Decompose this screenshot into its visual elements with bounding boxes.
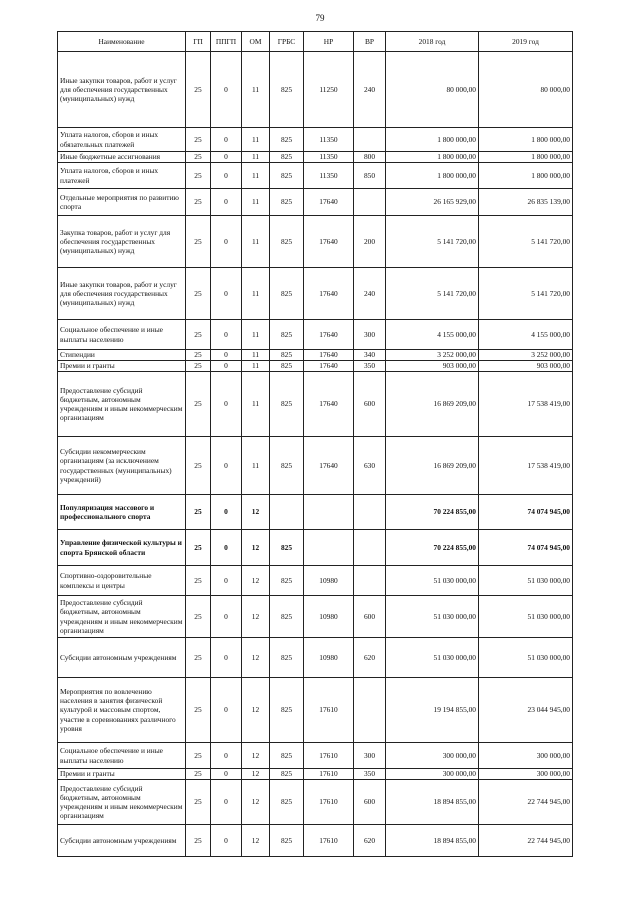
- cell-om: 11: [242, 152, 270, 163]
- cell-y2018: 18 894 855,00: [386, 780, 479, 825]
- cell-y2018: 300 000,00: [386, 743, 479, 769]
- cell-om: 12: [242, 596, 270, 638]
- cell-vr: 600: [354, 372, 386, 437]
- cell-np: 17610: [304, 769, 354, 780]
- cell-y2018: 1 800 000,00: [386, 128, 479, 152]
- cell-np: 11350: [304, 152, 354, 163]
- cell-pgp: 0: [211, 678, 242, 743]
- cell-vr: [354, 530, 386, 566]
- cell-y2019: 1 800 000,00: [479, 163, 573, 189]
- cell-name: Социальное обеспечение и иные выплаты населению: [58, 320, 186, 350]
- cell-y2019: 5 141 720,00: [479, 216, 573, 268]
- cell-np: 10980: [304, 596, 354, 638]
- cell-gp: 25: [186, 437, 211, 495]
- cell-y2018: 19 194 855,00: [386, 678, 479, 743]
- cell-om: 12: [242, 780, 270, 825]
- cell-gp: 25: [186, 638, 211, 678]
- table-row: [58, 152, 573, 163]
- table-row: [58, 268, 573, 320]
- cell-y2018: 70 224 855,00: [386, 495, 479, 530]
- cell-gp: 25: [186, 52, 211, 128]
- table-header-row: [58, 32, 573, 52]
- cell-om: 11: [242, 128, 270, 152]
- cell-name: Иные закупки товаров, работ и услуг для обеспечения государственных (муниципальных) нужд: [58, 52, 186, 128]
- cell-vr: 800: [354, 152, 386, 163]
- cell-y2018: 16 869 209,00: [386, 372, 479, 437]
- cell-gp: 25: [186, 780, 211, 825]
- cell-gp: 25: [186, 152, 211, 163]
- cell-gp: 25: [186, 596, 211, 638]
- budget-table: [57, 31, 573, 857]
- table-row: [58, 350, 573, 361]
- cell-y2019: 51 030 000,00: [479, 596, 573, 638]
- table-row: [58, 825, 573, 857]
- cell-y2019: 300 000,00: [479, 743, 573, 769]
- cell-name: Иные закупки товаров, работ и услуг для обеспечения государственных (муниципальных) нужд: [58, 268, 186, 320]
- cell-vr: [354, 678, 386, 743]
- cell-np: 17640: [304, 372, 354, 437]
- table-row: [58, 128, 573, 152]
- cell-y2018: 80 000,00: [386, 52, 479, 128]
- cell-y2018: 51 030 000,00: [386, 638, 479, 678]
- cell-grbs: 825: [270, 163, 304, 189]
- cell-np: 17610: [304, 743, 354, 769]
- cell-name: Мероприятия по вовлечению населения в занятия физической культурой и массовым спортом, участие в соревнованиях различного уровня: [58, 678, 186, 743]
- cell-gp: 25: [186, 769, 211, 780]
- cell-grbs: 825: [270, 566, 304, 596]
- table-row: [58, 596, 573, 638]
- table-row: [58, 769, 573, 780]
- cell-vr: 300: [354, 320, 386, 350]
- cell-name: Уплата налогов, сборов и иных обязательных платежей: [58, 128, 186, 152]
- cell-om: 12: [242, 743, 270, 769]
- header-name: Наименование: [58, 32, 186, 52]
- cell-np: 10980: [304, 566, 354, 596]
- cell-name: Отдельные мероприятия по развитию спорта: [58, 189, 186, 216]
- cell-om: 11: [242, 350, 270, 361]
- table-row: [58, 320, 573, 350]
- cell-np: 17640: [304, 268, 354, 320]
- cell-vr: [354, 189, 386, 216]
- table-row: [58, 566, 573, 596]
- cell-om: 11: [242, 216, 270, 268]
- cell-grbs: 825: [270, 350, 304, 361]
- cell-y2019: 74 074 945,00: [479, 495, 573, 530]
- cell-grbs: 825: [270, 780, 304, 825]
- cell-gp: 25: [186, 361, 211, 372]
- cell-np: 17640: [304, 361, 354, 372]
- table-row: [58, 678, 573, 743]
- cell-grbs: 825: [270, 437, 304, 495]
- table-row: [58, 372, 573, 437]
- cell-name: Популяризация массового и профессионального спорта: [58, 495, 186, 530]
- cell-name: Предоставление субсидий бюджетным, автономным учреждениям и иным некоммерческим организациям: [58, 596, 186, 638]
- cell-gp: 25: [186, 566, 211, 596]
- cell-y2019: 5 141 720,00: [479, 268, 573, 320]
- cell-np: 10980: [304, 638, 354, 678]
- cell-grbs: 825: [270, 216, 304, 268]
- cell-y2019: 51 030 000,00: [479, 638, 573, 678]
- cell-y2018: 4 155 000,00: [386, 320, 479, 350]
- table-row: [58, 189, 573, 216]
- header-2018: 2018 год: [386, 32, 479, 52]
- table-row: [58, 495, 573, 530]
- cell-np: [304, 495, 354, 530]
- cell-name: Субсидии автономным учреждениям: [58, 638, 186, 678]
- cell-om: 12: [242, 769, 270, 780]
- cell-np: 17640: [304, 216, 354, 268]
- cell-np: 11250: [304, 52, 354, 128]
- cell-om: 11: [242, 372, 270, 437]
- cell-y2018: 51 030 000,00: [386, 566, 479, 596]
- cell-np: 17640: [304, 189, 354, 216]
- page-number: 79: [315, 13, 325, 23]
- cell-gp: 25: [186, 825, 211, 857]
- cell-om: 11: [242, 320, 270, 350]
- cell-name: Иные бюджетные ассигнования: [58, 152, 186, 163]
- cell-gp: 25: [186, 350, 211, 361]
- cell-name: Предоставление субсидий бюджетным, автономным учреждениям и иным некоммерческим организациям: [58, 780, 186, 825]
- cell-gp: 25: [186, 372, 211, 437]
- cell-pgp: 0: [211, 361, 242, 372]
- cell-y2018: 3 252 000,00: [386, 350, 479, 361]
- cell-vr: 620: [354, 638, 386, 678]
- cell-y2018: 51 030 000,00: [386, 596, 479, 638]
- cell-grbs: 825: [270, 530, 304, 566]
- table-row: [58, 361, 573, 372]
- cell-vr: 600: [354, 596, 386, 638]
- cell-pgp: 0: [211, 638, 242, 678]
- cell-pgp: 0: [211, 437, 242, 495]
- cell-y2018: 70 224 855,00: [386, 530, 479, 566]
- cell-vr: 850: [354, 163, 386, 189]
- cell-y2019: 22 744 945,00: [479, 825, 573, 857]
- cell-vr: [354, 566, 386, 596]
- cell-gp: 25: [186, 268, 211, 320]
- cell-name: Субсидии некоммерческим организациям (за исключением государственных (муниципальных) учреждений): [58, 437, 186, 495]
- cell-grbs: 825: [270, 769, 304, 780]
- cell-y2019: 4 155 000,00: [479, 320, 573, 350]
- cell-vr: 300: [354, 743, 386, 769]
- cell-y2018: 1 800 000,00: [386, 152, 479, 163]
- cell-vr: [354, 128, 386, 152]
- header-np: НР: [304, 32, 354, 52]
- cell-name: Предоставление субсидий бюджетным, автономным учреждениям и иным некоммерческим организациям: [58, 372, 186, 437]
- cell-y2019: 51 030 000,00: [479, 566, 573, 596]
- cell-om: 12: [242, 530, 270, 566]
- cell-pgp: 0: [211, 769, 242, 780]
- cell-om: 12: [242, 678, 270, 743]
- cell-vr: 340: [354, 350, 386, 361]
- cell-pgp: 0: [211, 52, 242, 128]
- cell-grbs: [270, 495, 304, 530]
- cell-y2019: 3 252 000,00: [479, 350, 573, 361]
- cell-name: Закупка товаров, работ и услуг для обеспечения государственных (муниципальных) нужд: [58, 216, 186, 268]
- table-row: [58, 52, 573, 128]
- cell-pgp: 0: [211, 320, 242, 350]
- cell-vr: 240: [354, 268, 386, 320]
- cell-vr: 600: [354, 780, 386, 825]
- cell-gp: 25: [186, 530, 211, 566]
- cell-pgp: 0: [211, 530, 242, 566]
- cell-name: Премии и гранты: [58, 769, 186, 780]
- cell-y2019: 26 835 139,00: [479, 189, 573, 216]
- cell-grbs: 825: [270, 152, 304, 163]
- table-row: [58, 216, 573, 268]
- cell-np: 17610: [304, 678, 354, 743]
- cell-grbs: 825: [270, 638, 304, 678]
- cell-pgp: 0: [211, 825, 242, 857]
- cell-y2019: 903 000,00: [479, 361, 573, 372]
- cell-np: 11350: [304, 128, 354, 152]
- cell-om: 11: [242, 437, 270, 495]
- cell-name: Управление физической культуры и спорта Брянской области: [58, 530, 186, 566]
- table-row: [58, 780, 573, 825]
- cell-y2019: 1 800 000,00: [479, 152, 573, 163]
- cell-pgp: 0: [211, 780, 242, 825]
- cell-vr: 240: [354, 52, 386, 128]
- cell-gp: 25: [186, 743, 211, 769]
- cell-om: 12: [242, 638, 270, 678]
- cell-name: Субсидии автономным учреждениям: [58, 825, 186, 857]
- cell-np: 17640: [304, 320, 354, 350]
- cell-om: 12: [242, 495, 270, 530]
- cell-grbs: 825: [270, 128, 304, 152]
- cell-y2018: 5 141 720,00: [386, 216, 479, 268]
- cell-y2018: 300 000,00: [386, 769, 479, 780]
- header-grbs: ГРБС: [270, 32, 304, 52]
- cell-name: Социальное обеспечение и иные выплаты населению: [58, 743, 186, 769]
- cell-np: [304, 530, 354, 566]
- cell-om: 11: [242, 361, 270, 372]
- cell-pgp: 0: [211, 189, 242, 216]
- header-2019: 2019 год: [479, 32, 573, 52]
- cell-gp: 25: [186, 678, 211, 743]
- cell-vr: 350: [354, 769, 386, 780]
- cell-y2019: 22 744 945,00: [479, 780, 573, 825]
- cell-grbs: 825: [270, 678, 304, 743]
- cell-vr: 620: [354, 825, 386, 857]
- table-row: [58, 530, 573, 566]
- cell-y2019: 80 000,00: [479, 52, 573, 128]
- cell-pgp: 0: [211, 152, 242, 163]
- cell-pgp: 0: [211, 350, 242, 361]
- cell-np: 17610: [304, 780, 354, 825]
- cell-y2019: 1 800 000,00: [479, 128, 573, 152]
- header-gp: ГП: [186, 32, 211, 52]
- cell-name: Стипендии: [58, 350, 186, 361]
- cell-gp: 25: [186, 163, 211, 189]
- cell-om: 11: [242, 52, 270, 128]
- cell-gp: 25: [186, 189, 211, 216]
- cell-y2019: 17 538 419,00: [479, 372, 573, 437]
- cell-gp: 25: [186, 320, 211, 350]
- cell-grbs: 825: [270, 268, 304, 320]
- cell-y2018: 1 800 000,00: [386, 163, 479, 189]
- cell-grbs: 825: [270, 320, 304, 350]
- cell-y2018: 18 894 855,00: [386, 825, 479, 857]
- cell-vr: [354, 495, 386, 530]
- cell-pgp: 0: [211, 163, 242, 189]
- cell-om: 11: [242, 268, 270, 320]
- cell-y2018: 26 165 929,00: [386, 189, 479, 216]
- cell-pgp: 0: [211, 596, 242, 638]
- cell-y2019: 17 538 419,00: [479, 437, 573, 495]
- header-vr: ВР: [354, 32, 386, 52]
- cell-np: 11350: [304, 163, 354, 189]
- cell-gp: 25: [186, 495, 211, 530]
- table-row: [58, 638, 573, 678]
- cell-pgp: 0: [211, 216, 242, 268]
- table-body: [58, 52, 573, 857]
- cell-vr: 350: [354, 361, 386, 372]
- cell-om: 11: [242, 189, 270, 216]
- cell-np: 17610: [304, 825, 354, 857]
- cell-y2019: 23 044 945,00: [479, 678, 573, 743]
- cell-y2019: 74 074 945,00: [479, 530, 573, 566]
- cell-gp: 25: [186, 128, 211, 152]
- cell-vr: 200: [354, 216, 386, 268]
- cell-grbs: 825: [270, 189, 304, 216]
- cell-y2018: 16 869 209,00: [386, 437, 479, 495]
- cell-grbs: 825: [270, 596, 304, 638]
- cell-pgp: 0: [211, 743, 242, 769]
- cell-pgp: 0: [211, 566, 242, 596]
- cell-om: 12: [242, 825, 270, 857]
- cell-pgp: 0: [211, 372, 242, 437]
- cell-grbs: 825: [270, 52, 304, 128]
- cell-om: 12: [242, 566, 270, 596]
- cell-grbs: 825: [270, 361, 304, 372]
- cell-pgp: 0: [211, 128, 242, 152]
- cell-name: Премии и гранты: [58, 361, 186, 372]
- cell-pgp: 0: [211, 268, 242, 320]
- cell-y2019: 300 000,00: [479, 769, 573, 780]
- cell-gp: 25: [186, 216, 211, 268]
- table-row: [58, 163, 573, 189]
- cell-grbs: 825: [270, 825, 304, 857]
- cell-y2018: 903 000,00: [386, 361, 479, 372]
- cell-y2018: 5 141 720,00: [386, 268, 479, 320]
- table-row: [58, 437, 573, 495]
- header-pgp: ППГП: [211, 32, 242, 52]
- table-row: [58, 743, 573, 769]
- cell-pgp: 0: [211, 495, 242, 530]
- cell-np: 17640: [304, 437, 354, 495]
- header-om: ОМ: [242, 32, 270, 52]
- cell-grbs: 825: [270, 372, 304, 437]
- cell-grbs: 825: [270, 743, 304, 769]
- cell-vr: 630: [354, 437, 386, 495]
- cell-np: 17640: [304, 350, 354, 361]
- cell-om: 11: [242, 163, 270, 189]
- cell-name: Спортивно-оздоровительные комплексы и центры: [58, 566, 186, 596]
- cell-name: Уплата налогов, сборов и иных платежей: [58, 163, 186, 189]
